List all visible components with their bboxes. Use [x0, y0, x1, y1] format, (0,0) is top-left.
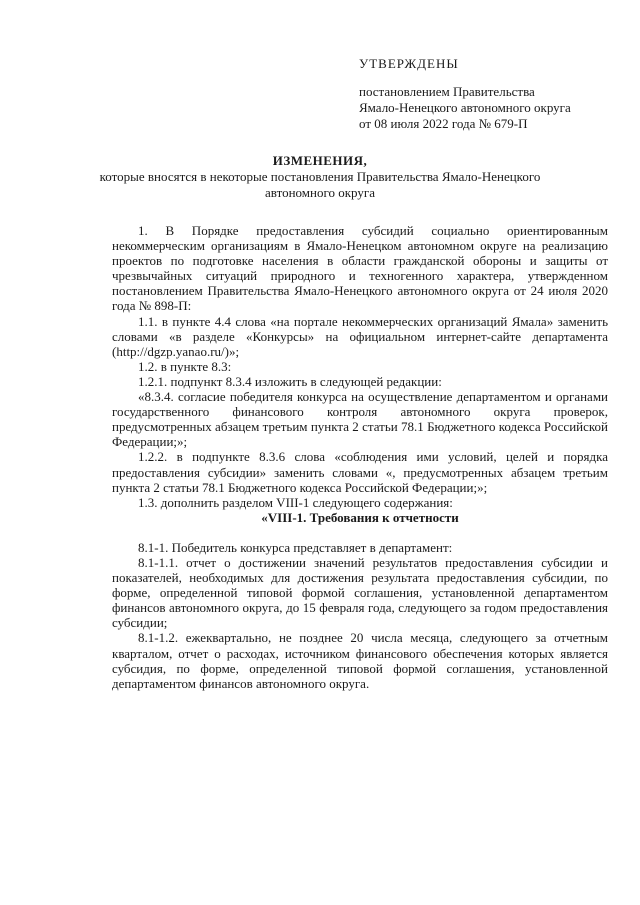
paragraph-item-1: 1. В Порядке предоставления субсидий социально ориентированным некоммерческим организациям в Ямало-Ненецком автономном округе на реализацию проектов по подготовке населения в области гражданской обороны и защиты от чрезвычайных ситуаций природного и техногенного характера, утвержденном постановлением Правительства Ямало-Ненецкого автономного округа от 24 июля 2020 года № 898-П: — [112, 223, 608, 314]
paragraph-item-1-2-1: 1.2.1. подпункт 8.3.4 изложить в следующей редакции: — [138, 373, 442, 389]
paragraph-item-1-2-2: 1.2.2. в подпункте 8.3.6 слова «соблюдения ими условий, целей и порядка предоставления субсидии» заменить словами «, предусмотренных абзацем третьим пункта 2 статьи 78.1 Бюджетного кодекса Российской Федерации;»; — [112, 449, 608, 495]
paragraph-item-8-1-1: 8.1-1. Победитель конкурса представляет в департамент: — [138, 539, 453, 555]
document-heading — [60, 153, 580, 201]
document-title: ИЗМЕНЕНИЯ, — [272, 153, 368, 168]
approval-block — [359, 56, 619, 132]
paragraph-item-1-3: 1.3. дополнить разделом VIII-1 следующего содержания: — [138, 494, 453, 510]
approval-line-resolution: постановлением Правительства — [359, 84, 535, 99]
approval-stamp: УТВЕРЖДЕНЫ — [359, 56, 459, 71]
paragraph-item-1-2: 1.2. в пункте 8.3: — [138, 358, 232, 374]
paragraph-item-8-1-1-1: 8.1-1.1. отчет о достижении значений результатов предоставления субсидии и показателей, необходимых для достижения результата предоставления субсидии, по форме, определенной типовой формой соглашения, установленной департаментом финансов автономного округа, до 15 февраля года, следующего за годом предоставления субсидии; — [112, 554, 608, 631]
document-body — [112, 223, 608, 691]
paragraph-item-1-1: 1.1. в пункте 4.4 слова «на портале некоммерческих организаций Ямала» заменить словами «в разделе «Конкурсы» на официальном интернет-сайте департамента (http://dgzp.yanao.ru/)»; — [112, 313, 608, 359]
approval-line-government: Ямало-Ненецкого автономного округа — [359, 100, 571, 115]
paragraph-item-8-1-1-2: 8.1-1.2. ежеквартально, не позднее 20 числа месяца, следующего за отчетным кварталом, отчет о расходах, источником финансового обеспечения которых является субсидия, по форме, определенной типовой формой соглашения, установленной департаментом финансов автономного округа. — [112, 630, 608, 691]
document-subtitle-line: автономного округа — [265, 185, 375, 200]
paragraph-item-8-3-4: «8.3.4. согласие победителя конкурса на осуществление департаментом и органами государственного финансового контроля автономного округа проверок, предусмотренных абзацем третьим пункта 2 статьи 78.1 Бюджетного кодекса Российской Федерации;»; — [112, 389, 608, 450]
approval-line-date: от 08 июля 2022 года № 679-П — [359, 116, 528, 131]
document-subtitle-line: которые вносятся в некоторые постановления Правительства Ямало-Ненецкого — [99, 169, 541, 184]
section-heading: «VIII-1. Требования к отчетности — [261, 509, 459, 525]
